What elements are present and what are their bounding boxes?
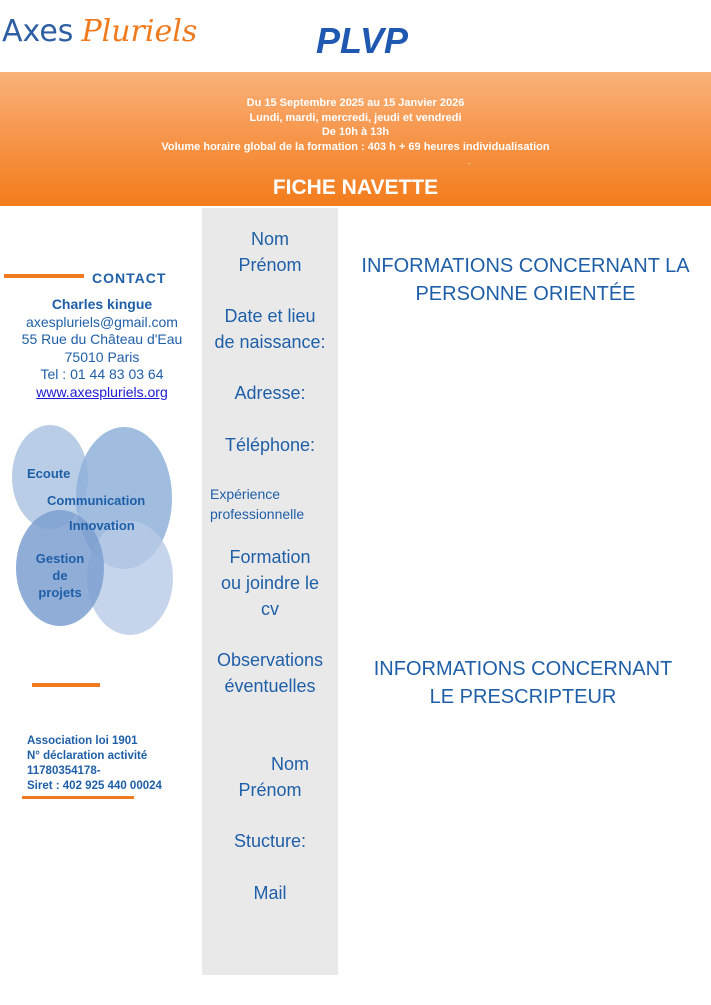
field-formation-label-3: cv [261,599,279,619]
venn-label-gestion-1: Gestion [35,551,85,566]
association-divider-top [32,683,100,687]
field-formation-label-2: ou joindre le [220,573,320,593]
field-birth [202,303,338,355]
logo-word-axes: Axes [2,14,74,49]
field-observations-label-2: éventuelles [224,676,316,696]
venn-label-innovation: Innovation [69,518,135,533]
schedule-volume: Volume horaire global de la formation : 403 h + 69 heures individualisation [161,140,550,153]
field-experience-label-2: professionnelle [210,506,305,522]
contact-address-city: 75010 Paris [64,348,140,365]
field-experience [210,484,346,524]
field-nom-prenom-person [202,226,338,278]
axes-pluriels-logo [2,12,197,52]
field-mail-label: Mail [253,883,287,903]
field-prenom-prescriber-label: Prénom [238,780,302,800]
heading-prescriber-line-1: INFORMATIONS CONCERNANT [373,658,673,680]
venn-label-ecoute: Ecoute [27,466,71,481]
field-nom-prescriber-label: Nom [270,754,309,774]
schedule-hours: De 10h à 13h [321,126,390,138]
banner-dot: . [468,156,471,166]
association-siret: Siret : 402 925 440 00024 [27,780,162,792]
field-nom-label: Nom [250,229,289,249]
association-block [27,734,162,794]
venn-label-gestion [20,550,100,601]
venn-label-gestion-3: projets [38,585,82,600]
association-declaration-number: 11780354178- [27,765,101,777]
logo-word-pluriels: Pluriels [81,14,198,49]
field-phone-label: Téléphone: [224,435,316,455]
contact-address-street: 55 Rue du Château d'Eau [21,331,183,347]
association-declaration: N° déclaration activité [27,750,148,762]
heading-prescriber [340,655,706,711]
field-observations [202,647,338,699]
schedule-block [0,96,711,154]
field-prenom-label: Prénom [238,255,302,275]
field-experience-label-1: Expérience [210,486,281,502]
venn-label-communication: Communication [47,493,146,508]
field-observations-label-1: Observations [216,650,324,670]
contact-website-link[interactable]: www.axespluriels.org [36,383,168,400]
fiche-navette-title: FICHE NAVETTE [272,176,439,199]
field-birth-label-2: de naissance: [214,332,326,352]
heading-person [340,252,711,308]
field-address-label: Adresse: [234,383,306,403]
field-birth-label-1: Date et lieu [224,306,316,326]
field-formation-label-1: Formation [229,547,311,567]
document-title: PLVP [316,20,409,61]
contact-divider [4,274,84,278]
heading-person-line-2: PERSONNE ORIENTÉE [415,283,636,305]
schedule-dates: Du 15 Septembre 2025 au 15 Janvier 2026 [246,97,465,109]
association-divider-bottom [22,796,134,799]
contact-label: CONTACT [92,270,167,286]
contact-name: Charles kingue [51,296,153,312]
contact-phone: Tel : 01 44 83 03 64 [40,366,164,382]
association-type: Association loi 1901 [27,735,138,747]
schedule-days: Lundi, mardi, mercredi, jeudi et vendredi [249,111,462,124]
field-structure-label: Stucture: [233,831,307,851]
contact-email: axespluriels@gmail.com [26,313,178,330]
contact-block [0,296,204,401]
venn-label-gestion-2: de [52,568,68,583]
heading-person-line-1: INFORMATIONS CONCERNANT LA [361,255,690,277]
heading-prescriber-line-2: LE PRESCRIPTEUR [429,686,617,708]
field-formation [202,544,338,622]
